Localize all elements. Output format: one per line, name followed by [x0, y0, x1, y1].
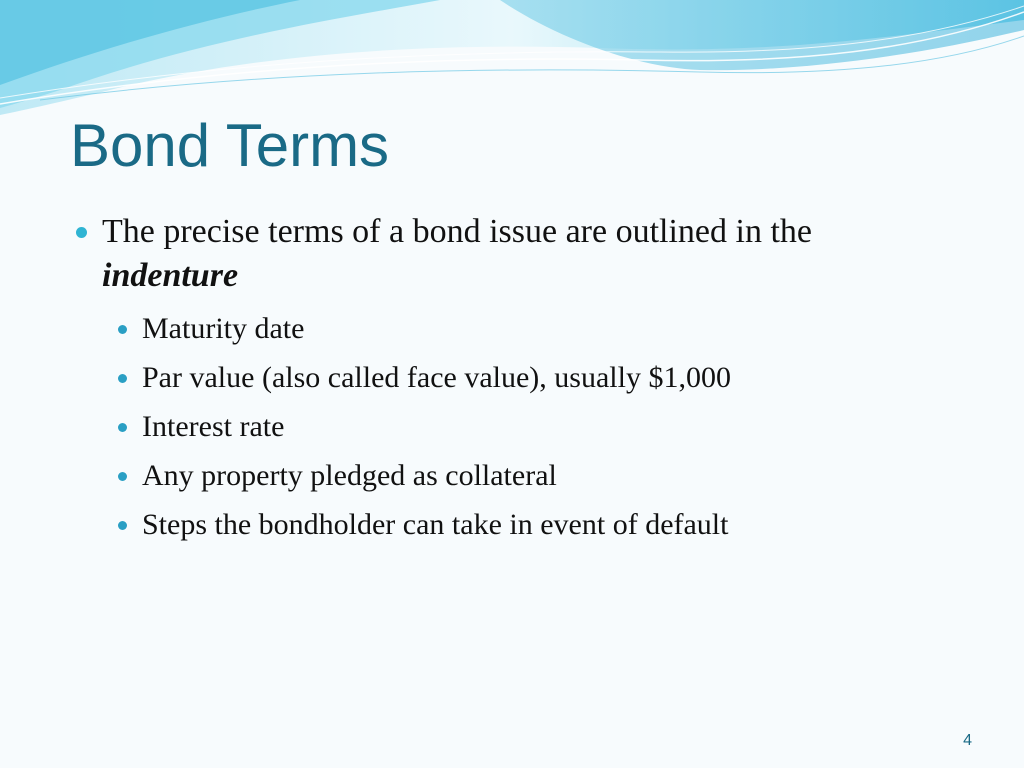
bullet-dot-icon	[76, 227, 87, 238]
main-bullet	[72, 210, 952, 298]
bullet-dot-icon	[118, 472, 127, 481]
sub-bullet	[72, 353, 952, 402]
main-bullet-emphasis: indenture	[102, 257, 239, 294]
sub-bullet-text: Steps the bondholder can take in event of default	[142, 508, 729, 541]
bullet-dot-icon	[118, 423, 127, 432]
wave-header-decoration	[0, 0, 1024, 120]
sub-bullet-list	[72, 304, 952, 549]
sub-bullet-text: Interest rate	[142, 410, 285, 443]
sub-bullet-text: Par value (also called face value), usually $1,000	[142, 361, 731, 394]
sub-bullet-text: Maturity date	[142, 312, 305, 345]
bullet-dot-icon	[118, 325, 127, 334]
sub-bullet-text: Any property pledged as collateral	[142, 459, 557, 492]
sub-bullet	[72, 500, 952, 549]
bullet-dot-icon	[118, 521, 127, 530]
content-body	[72, 210, 952, 549]
slide-title: Bond Terms	[70, 112, 390, 179]
sub-bullet	[72, 304, 952, 353]
page-number: 4	[963, 732, 972, 749]
sub-bullet	[72, 402, 952, 451]
bullet-dot-icon	[118, 374, 127, 383]
sub-bullet	[72, 451, 952, 500]
main-bullet-text: The precise terms of a bond issue are outlined in the	[102, 213, 812, 250]
